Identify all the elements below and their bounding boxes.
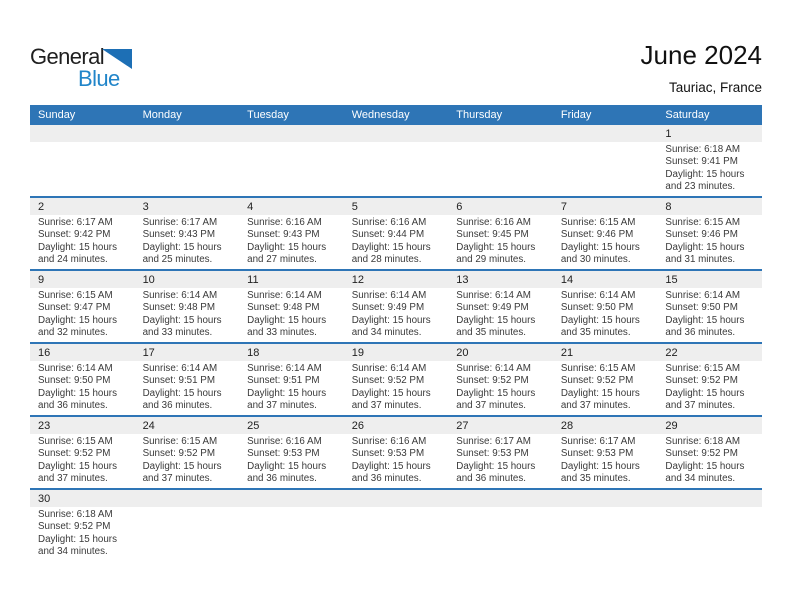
week-row bbox=[30, 269, 762, 342]
day-number-band bbox=[30, 490, 762, 507]
day-number: 24 bbox=[142, 419, 155, 432]
day-number: 4 bbox=[247, 200, 254, 213]
day-detail-line: Sunset: 9:48 PM bbox=[142, 302, 215, 314]
day-detail-line: and 25 minutes. bbox=[142, 254, 213, 266]
empty-day-cell bbox=[448, 507, 553, 561]
day-cell bbox=[657, 288, 762, 342]
day-detail-line: Daylight: 15 hours bbox=[351, 460, 431, 472]
day-cell bbox=[30, 507, 135, 561]
day-cell bbox=[657, 142, 762, 196]
general-blue-logo bbox=[30, 44, 150, 98]
day-detail-line: Sunset: 9:45 PM bbox=[456, 229, 529, 241]
day-detail-line: Sunset: 9:49 PM bbox=[456, 302, 529, 314]
day-detail-line: and 36 minutes. bbox=[665, 327, 736, 339]
day-details-row bbox=[30, 361, 762, 415]
day-detail-line: Sunrise: 6:14 AM bbox=[351, 290, 427, 301]
day-detail-line: Sunrise: 6:18 AM bbox=[38, 509, 113, 520]
day-detail-line: Sunset: 9:51 PM bbox=[142, 375, 215, 387]
day-detail-line: Sunrise: 6:15 AM bbox=[665, 217, 741, 228]
day-detail-line: Sunrise: 6:15 AM bbox=[560, 217, 636, 228]
day-detail-line: and 37 minutes. bbox=[351, 400, 422, 412]
day-detail-line: and 37 minutes. bbox=[456, 400, 526, 412]
day-cell bbox=[657, 215, 762, 269]
title-block bbox=[641, 40, 762, 95]
day-number: 15 bbox=[665, 273, 678, 286]
page-title: June 2024 bbox=[640, 40, 762, 70]
day-detail-line: and 33 minutes. bbox=[247, 327, 317, 339]
day-detail-line: Sunset: 9:53 PM bbox=[247, 448, 320, 460]
day-details-row bbox=[30, 215, 762, 269]
day-detail-line: Sunset: 9:53 PM bbox=[560, 448, 634, 460]
day-detail-line: Daylight: 15 hours bbox=[560, 387, 640, 399]
day-detail-line: Sunset: 9:52 PM bbox=[142, 448, 215, 460]
day-detail-line: and 33 minutes. bbox=[142, 327, 213, 339]
empty-day-cell bbox=[344, 142, 449, 196]
day-detail-line: and 30 minutes. bbox=[560, 254, 631, 266]
day-detail-line: Daylight: 15 hours bbox=[142, 460, 222, 472]
day-detail-line: Daylight: 15 hours bbox=[351, 241, 431, 253]
day-cell bbox=[30, 215, 135, 269]
day-cell bbox=[448, 288, 553, 342]
day-detail-line: Sunrise: 6:14 AM bbox=[456, 290, 531, 301]
weekday-label-saturday: Saturday bbox=[665, 109, 710, 121]
empty-day-cell bbox=[239, 507, 344, 561]
day-number-band bbox=[30, 125, 762, 142]
empty-day-cell bbox=[448, 142, 553, 196]
day-number: 13 bbox=[456, 273, 469, 286]
empty-day-cell bbox=[135, 507, 240, 561]
day-detail-line: Sunrise: 6:17 AM bbox=[142, 217, 218, 228]
day-detail-line: Sunrise: 6:14 AM bbox=[560, 290, 636, 301]
day-detail-line: Daylight: 15 hours bbox=[456, 387, 536, 399]
day-detail-line: Sunrise: 6:16 AM bbox=[351, 217, 427, 228]
day-number: 25 bbox=[247, 419, 260, 432]
day-cell bbox=[239, 215, 344, 269]
day-detail-line: and 37 minutes. bbox=[38, 473, 108, 485]
day-cell bbox=[344, 434, 449, 488]
day-detail-line: Sunset: 9:46 PM bbox=[665, 229, 738, 241]
day-detail-line: and 36 minutes. bbox=[38, 400, 108, 412]
empty-day-cell bbox=[30, 142, 135, 196]
day-number: 12 bbox=[351, 273, 364, 286]
week-row bbox=[30, 415, 762, 488]
day-number: 21 bbox=[560, 346, 574, 359]
day-detail-line: and 35 minutes. bbox=[560, 473, 631, 485]
day-cell bbox=[135, 215, 240, 269]
day-cell bbox=[30, 288, 135, 342]
day-number: 27 bbox=[456, 419, 469, 432]
day-cell bbox=[135, 288, 240, 342]
day-detail-line: Sunset: 9:52 PM bbox=[38, 448, 111, 460]
day-number: 11 bbox=[247, 273, 259, 286]
day-detail-line: Daylight: 15 hours bbox=[247, 460, 327, 472]
day-cell bbox=[448, 434, 553, 488]
day-detail-line: Sunrise: 6:17 AM bbox=[38, 217, 113, 228]
day-detail-line: Sunset: 9:42 PM bbox=[38, 229, 111, 241]
day-detail-line: Sunset: 9:52 PM bbox=[351, 375, 425, 387]
day-number: 14 bbox=[560, 273, 574, 286]
day-detail-line: Sunrise: 6:14 AM bbox=[247, 363, 322, 374]
day-detail-line: Daylight: 15 hours bbox=[142, 387, 222, 399]
day-detail-line: Sunrise: 6:15 AM bbox=[38, 436, 113, 447]
day-detail-line: and 36 minutes. bbox=[351, 473, 422, 485]
day-detail-line: Sunrise: 6:17 AM bbox=[456, 436, 531, 447]
day-detail-line: and 27 minutes. bbox=[247, 254, 317, 266]
day-detail-line: Daylight: 15 hours bbox=[38, 241, 117, 253]
day-detail-line: Sunset: 9:43 PM bbox=[142, 229, 215, 241]
empty-day-cell bbox=[657, 507, 762, 561]
day-detail-line: Daylight: 15 hours bbox=[247, 314, 327, 326]
day-cell bbox=[30, 434, 135, 488]
empty-day-cell bbox=[239, 142, 344, 196]
day-detail-line: Daylight: 15 hours bbox=[560, 460, 640, 472]
day-detail-line: and 37 minutes. bbox=[665, 400, 736, 412]
day-detail-line: Sunrise: 6:14 AM bbox=[351, 363, 427, 374]
day-detail-line: Sunset: 9:48 PM bbox=[247, 302, 320, 314]
day-cell bbox=[135, 434, 240, 488]
day-detail-line: Daylight: 15 hours bbox=[38, 314, 117, 326]
day-cell bbox=[239, 361, 344, 415]
day-number: 28 bbox=[560, 419, 574, 432]
weeks-container bbox=[30, 125, 762, 561]
day-detail-line: and 36 minutes. bbox=[247, 473, 317, 485]
day-detail-line: Sunset: 9:52 PM bbox=[665, 375, 738, 387]
day-detail-line: Daylight: 15 hours bbox=[665, 314, 745, 326]
day-number: 8 bbox=[665, 200, 672, 213]
logo-text-general: General bbox=[30, 44, 105, 69]
day-number-band bbox=[30, 271, 762, 288]
day-number: 20 bbox=[456, 346, 469, 359]
day-detail-line: and 37 minutes. bbox=[247, 400, 317, 412]
day-detail-line: Daylight: 15 hours bbox=[665, 168, 745, 180]
day-detail-line: and 34 minutes. bbox=[351, 327, 422, 339]
day-number-band bbox=[30, 417, 762, 434]
day-detail-line: Daylight: 15 hours bbox=[247, 387, 327, 399]
day-detail-line: and 24 minutes. bbox=[38, 254, 108, 266]
day-cell bbox=[657, 361, 762, 415]
day-detail-line: Sunset: 9:53 PM bbox=[456, 448, 529, 460]
day-detail-line: Sunset: 9:52 PM bbox=[38, 521, 111, 533]
day-cell bbox=[344, 361, 449, 415]
empty-day-cell bbox=[553, 142, 658, 196]
day-number: 2 bbox=[38, 200, 45, 213]
day-detail-line: Sunrise: 6:15 AM bbox=[665, 363, 741, 374]
day-detail-line: and 36 minutes. bbox=[456, 473, 526, 485]
day-number: 9 bbox=[38, 273, 45, 286]
day-detail-line: Sunset: 9:41 PM bbox=[665, 156, 738, 168]
day-detail-line: Sunrise: 6:14 AM bbox=[456, 363, 531, 374]
day-cell bbox=[239, 434, 344, 488]
day-detail-line: Sunrise: 6:14 AM bbox=[142, 363, 218, 374]
day-detail-line: Sunset: 9:47 PM bbox=[38, 302, 111, 314]
empty-day-cell bbox=[135, 142, 240, 196]
day-detail-line: and 35 minutes. bbox=[456, 327, 526, 339]
day-cell bbox=[239, 288, 344, 342]
day-details-row bbox=[30, 507, 762, 561]
day-number: 23 bbox=[38, 419, 51, 432]
day-cell bbox=[344, 288, 449, 342]
week-row bbox=[30, 125, 762, 196]
day-details-row bbox=[30, 434, 762, 488]
weekday-header-row bbox=[30, 105, 762, 125]
day-detail-line: Sunrise: 6:16 AM bbox=[247, 436, 322, 447]
day-detail-line: Sunset: 9:53 PM bbox=[351, 448, 425, 460]
day-detail-line: and 28 minutes. bbox=[351, 254, 422, 266]
day-detail-line: Sunset: 9:43 PM bbox=[247, 229, 320, 241]
day-detail-line: Sunset: 9:52 PM bbox=[456, 375, 529, 387]
week-row bbox=[30, 342, 762, 415]
day-detail-line: Sunrise: 6:14 AM bbox=[247, 290, 322, 301]
empty-day-cell bbox=[344, 507, 449, 561]
day-detail-line: Sunset: 9:50 PM bbox=[665, 302, 738, 314]
day-number-band bbox=[30, 198, 762, 215]
day-detail-line: Daylight: 15 hours bbox=[456, 241, 536, 253]
day-number: 22 bbox=[665, 346, 678, 359]
day-number: 16 bbox=[38, 346, 51, 359]
day-detail-line: Sunset: 9:46 PM bbox=[560, 229, 634, 241]
day-detail-line: Sunrise: 6:15 AM bbox=[38, 290, 113, 301]
day-detail-line: Daylight: 15 hours bbox=[351, 314, 431, 326]
day-detail-line: and 32 minutes. bbox=[38, 327, 108, 339]
day-detail-line: Daylight: 15 hours bbox=[560, 314, 640, 326]
weekday-label-thursday: Thursday bbox=[456, 109, 503, 121]
weekday-label-sunday: Sunday bbox=[38, 109, 76, 121]
day-detail-line: Daylight: 15 hours bbox=[142, 241, 222, 253]
day-cell bbox=[30, 361, 135, 415]
day-detail-line: and 34 minutes. bbox=[38, 546, 108, 558]
day-detail-line: and 35 minutes. bbox=[560, 327, 631, 339]
day-detail-line: Sunrise: 6:16 AM bbox=[351, 436, 427, 447]
day-detail-line: Daylight: 15 hours bbox=[560, 241, 640, 253]
day-detail-line: Sunrise: 6:14 AM bbox=[142, 290, 218, 301]
day-detail-line: Sunset: 9:52 PM bbox=[560, 375, 634, 387]
day-number: 3 bbox=[142, 200, 149, 213]
day-number: 19 bbox=[351, 346, 364, 359]
week-row bbox=[30, 196, 762, 269]
day-detail-line: Sunset: 9:49 PM bbox=[351, 302, 425, 314]
empty-day-cell bbox=[553, 507, 658, 561]
day-detail-line: Sunrise: 6:15 AM bbox=[560, 363, 636, 374]
day-detail-line: Sunset: 9:44 PM bbox=[351, 229, 425, 241]
day-detail-line: Sunrise: 6:16 AM bbox=[247, 217, 322, 228]
day-detail-line: Sunrise: 6:16 AM bbox=[456, 217, 531, 228]
day-number: 29 bbox=[665, 419, 678, 432]
month-calendar bbox=[30, 105, 762, 561]
day-detail-line: Sunset: 9:50 PM bbox=[560, 302, 634, 314]
day-cell bbox=[553, 215, 658, 269]
day-number: 1 bbox=[665, 127, 672, 140]
day-detail-line: Daylight: 15 hours bbox=[665, 387, 745, 399]
weekday-label-wednesday: Wednesday bbox=[351, 109, 410, 121]
logo-text-blue: Blue bbox=[78, 66, 120, 91]
day-number: 17 bbox=[142, 346, 155, 359]
day-detail-line: Sunrise: 6:15 AM bbox=[142, 436, 218, 447]
day-number: 26 bbox=[351, 419, 364, 432]
day-cell bbox=[553, 434, 658, 488]
day-detail-line: Sunset: 9:51 PM bbox=[247, 375, 320, 387]
day-number: 7 bbox=[560, 200, 567, 213]
day-detail-line: Sunrise: 6:14 AM bbox=[665, 290, 741, 301]
day-number: 30 bbox=[38, 492, 51, 505]
day-detail-line: Daylight: 15 hours bbox=[247, 241, 327, 253]
day-cell bbox=[448, 215, 553, 269]
day-detail-line: Daylight: 15 hours bbox=[38, 460, 117, 472]
day-detail-line: Daylight: 15 hours bbox=[456, 314, 536, 326]
weekday-label-monday: Monday bbox=[142, 109, 182, 121]
day-detail-line: Sunset: 9:52 PM bbox=[665, 448, 738, 460]
weekday-label-tuesday: Tuesday bbox=[247, 109, 289, 121]
day-number: 18 bbox=[247, 346, 260, 359]
page-location: Tauriac, France bbox=[668, 80, 762, 95]
day-cell bbox=[553, 361, 658, 415]
day-number-band bbox=[30, 344, 762, 361]
day-cell bbox=[657, 434, 762, 488]
day-details-row bbox=[30, 142, 762, 196]
day-detail-line: and 34 minutes. bbox=[665, 473, 736, 485]
day-detail-line: Sunrise: 6:18 AM bbox=[665, 436, 741, 447]
weekday-label-friday: Friday bbox=[560, 109, 592, 121]
day-detail-line: and 23 minutes. bbox=[665, 181, 736, 193]
day-detail-line: Sunrise: 6:14 AM bbox=[38, 363, 113, 374]
day-detail-line: Sunrise: 6:18 AM bbox=[665, 144, 741, 155]
day-detail-line: Sunrise: 6:17 AM bbox=[560, 436, 636, 447]
day-detail-line: Daylight: 15 hours bbox=[38, 387, 117, 399]
day-number: 5 bbox=[351, 200, 358, 213]
day-detail-line: and 37 minutes. bbox=[142, 473, 213, 485]
day-cell bbox=[448, 361, 553, 415]
day-number: 10 bbox=[142, 273, 155, 286]
day-cell bbox=[553, 288, 658, 342]
day-detail-line: Daylight: 15 hours bbox=[142, 314, 222, 326]
day-detail-line: Sunset: 9:50 PM bbox=[38, 375, 111, 387]
day-detail-line: and 31 minutes. bbox=[665, 254, 736, 266]
day-detail-line: and 37 minutes. bbox=[560, 400, 631, 412]
day-detail-line: Daylight: 15 hours bbox=[665, 241, 745, 253]
day-cell bbox=[135, 361, 240, 415]
day-detail-line: Daylight: 15 hours bbox=[665, 460, 745, 472]
day-detail-line: and 36 minutes. bbox=[142, 400, 213, 412]
day-details-row bbox=[30, 288, 762, 342]
week-row bbox=[30, 488, 762, 561]
day-number: 6 bbox=[456, 200, 463, 213]
day-detail-line: Daylight: 15 hours bbox=[456, 460, 536, 472]
day-detail-line: Daylight: 15 hours bbox=[38, 533, 117, 545]
day-cell bbox=[344, 215, 449, 269]
day-detail-line: Daylight: 15 hours bbox=[351, 387, 431, 399]
day-detail-line: and 29 minutes. bbox=[456, 254, 526, 266]
